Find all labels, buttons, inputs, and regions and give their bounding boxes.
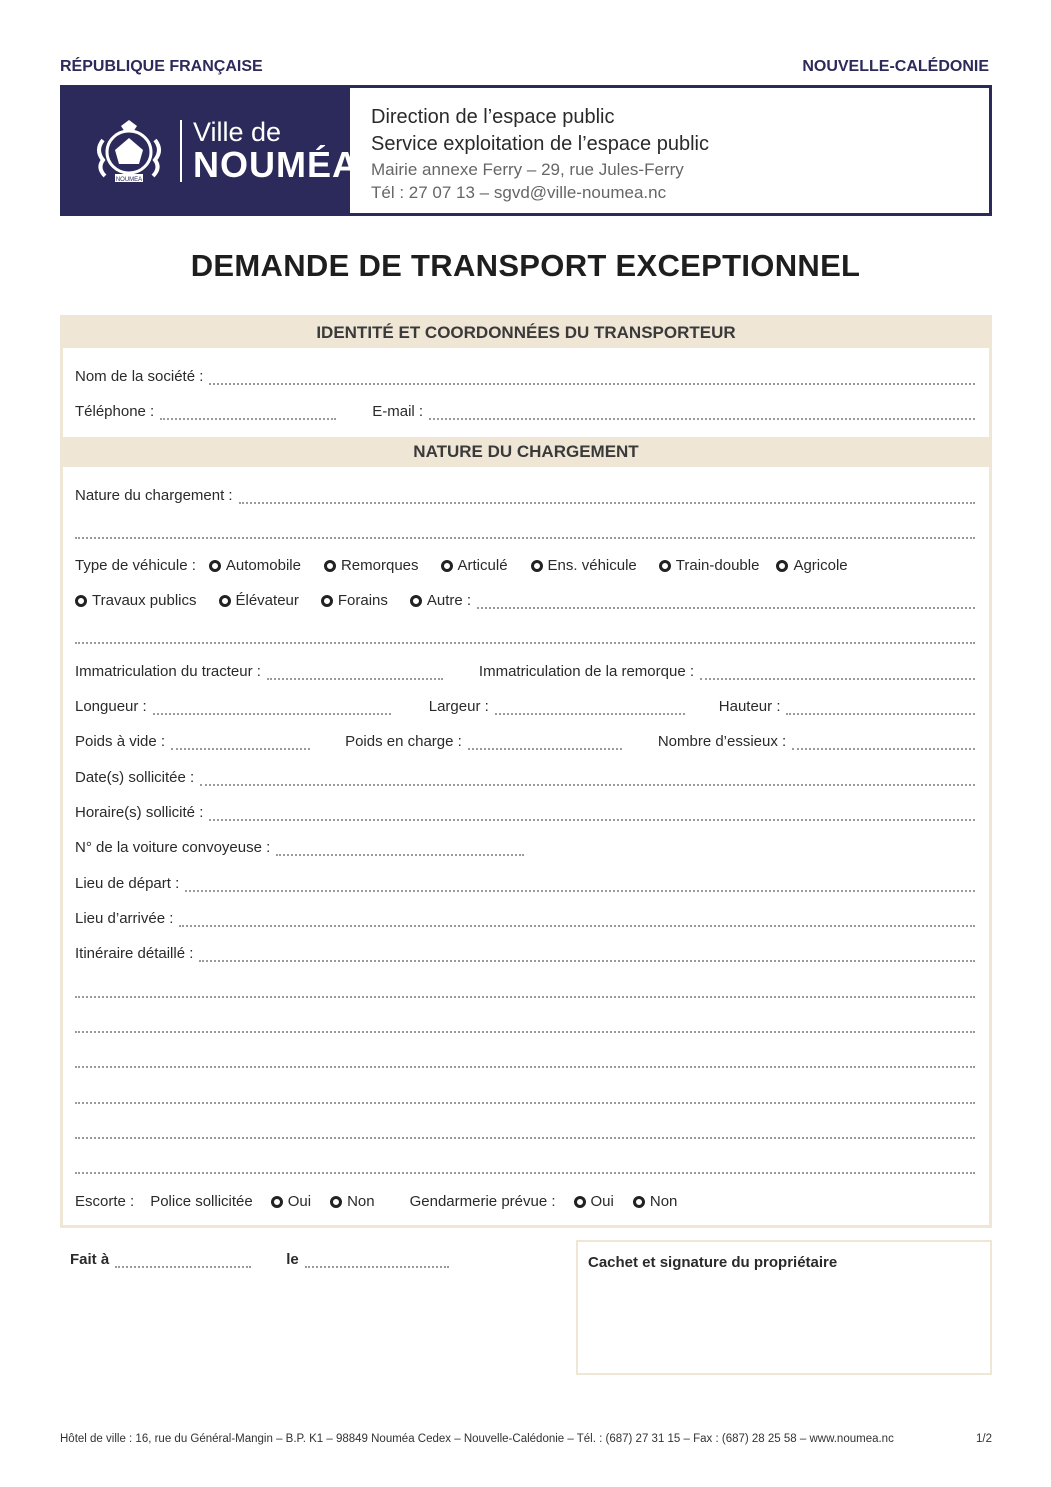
page-number: 1/2 (976, 1433, 992, 1445)
tractor-reg-label: Immatriculation du tracteur : (75, 663, 261, 680)
departure-field[interactable] (185, 878, 975, 892)
radio-icon (659, 560, 671, 572)
autre-field-2[interactable] (75, 630, 975, 644)
escort-car-label: N° de la voiture convoyeuse : (75, 839, 271, 856)
itinerary-field-4[interactable] (75, 1054, 975, 1068)
itinerary-line (75, 1082, 975, 1104)
done-at-row (70, 1246, 470, 1268)
dimensions-row (75, 693, 975, 715)
gendarmerie-oui-option[interactable] (574, 1193, 614, 1210)
address-line: Mairie annexe Ferry – 29, rue Jules-Ferry (371, 160, 684, 179)
radio-icon (776, 560, 788, 572)
date-label: le (286, 1251, 299, 1268)
nature-row (75, 482, 975, 504)
radio-icon (209, 560, 221, 572)
registration-row (75, 658, 975, 680)
option-label: Forains (337, 592, 388, 609)
dates-row (75, 764, 975, 786)
itinerary-line (75, 1046, 975, 1068)
logo-divider (180, 120, 182, 182)
option-travaux-publics[interactable] (75, 592, 197, 609)
gendarmerie-label: Gendarmerie prévue : (409, 1193, 556, 1210)
vehicle-type-label: Type de véhicule : (75, 557, 196, 574)
itinerary-field-3[interactable] (75, 1019, 975, 1033)
radio-icon (574, 1196, 586, 1208)
email-label: E-mail : (372, 403, 424, 420)
width-label: Largeur : (428, 698, 489, 715)
police-oui-option[interactable] (271, 1193, 311, 1210)
escort-row (75, 1188, 975, 1210)
done-at-field[interactable] (115, 1254, 251, 1268)
radio-icon (324, 560, 336, 572)
gendarmerie-non-option[interactable] (633, 1193, 678, 1210)
company-row (75, 363, 975, 385)
signature-label: Cachet et signature du propriétaire (588, 1254, 838, 1271)
header-box (60, 85, 992, 216)
done-at-label: Fait à (70, 1251, 110, 1268)
contact-line: Tél : 27 07 13 – sgvd@ville-noumea.nc (371, 183, 667, 202)
radio-icon (75, 595, 87, 607)
email-field[interactable] (429, 406, 975, 420)
itinerary-line (75, 1152, 975, 1174)
itinerary-line (75, 976, 975, 998)
empty-weight-label: Poids à vide : (75, 733, 166, 750)
departure-row (75, 870, 975, 892)
nature-field-2[interactable] (75, 525, 975, 539)
noumea-seal-icon (89, 118, 169, 184)
option-label: Train-double (675, 557, 760, 574)
length-label: Longueur : (75, 698, 147, 715)
header-info (371, 104, 709, 204)
option-label: Ens. véhicule (547, 557, 637, 574)
option-label: Travaux publics (92, 592, 197, 609)
vehicle-type-row-2 (75, 587, 975, 609)
times-field[interactable] (209, 807, 975, 821)
radio-icon (321, 595, 333, 607)
trailer-reg-field[interactable] (700, 666, 975, 680)
nature-label: Nature du chargement : (75, 487, 233, 504)
arrival-label: Lieu d’arrivée : (75, 910, 174, 927)
logo-panel (63, 88, 359, 213)
logo-noumea: NOUMÉA (193, 144, 359, 185)
form-box (60, 315, 992, 1228)
option-autre[interactable] (410, 592, 471, 609)
option-label: Non (649, 1193, 678, 1210)
nouvelle-caledonie-label: NOUVELLE-CALÉDONIE (802, 58, 989, 75)
length-field[interactable] (153, 701, 391, 715)
service-line: Service exploitation de l’espace public (371, 133, 709, 155)
empty-weight-field[interactable] (171, 736, 310, 750)
itinerary-line (75, 1011, 975, 1033)
phone-label: Téléphone : (75, 403, 155, 420)
weights-row (75, 728, 975, 750)
radio-icon (410, 595, 422, 607)
signature-box[interactable] (576, 1240, 992, 1375)
nature-field[interactable] (239, 490, 975, 504)
option-label: Autre : (426, 592, 472, 609)
radio-icon (441, 560, 453, 572)
direction-line: Direction de l’espace public (371, 106, 615, 128)
seal-text: NOUMEA (115, 177, 143, 183)
police-label: Police sollicitée (150, 1193, 253, 1210)
footer-text: Hôtel de ville : 16, rue du Général-Mangin – B.P. K1 – 98849 Nouméa Cedex – Nouvelle-Calédonie – Tél. : (687) 27 31 15 – Fax : (687) 28 25 58 – www.noumea.nc (60, 1433, 894, 1445)
logo-ville-de: Ville de (193, 117, 282, 147)
escort-label: Escorte : (75, 1193, 135, 1210)
tractor-reg-field[interactable] (267, 666, 443, 680)
nature-row-2 (75, 517, 975, 539)
police-non-option[interactable] (330, 1193, 375, 1210)
option-automobile[interactable] (209, 557, 301, 574)
axles-field[interactable] (792, 736, 975, 750)
phone-field[interactable] (160, 406, 336, 420)
itinerary-field-7[interactable] (75, 1160, 975, 1174)
option-label: Articulé (457, 557, 508, 574)
itinerary-line (75, 1117, 975, 1139)
option-label: Agricole (793, 557, 848, 574)
option-label: Remorques (340, 557, 419, 574)
option-articule[interactable] (441, 557, 508, 574)
radio-icon (633, 1196, 645, 1208)
section-identite-heading: IDENTITÉ ET COORDONNÉES DU TRANSPORTEUR (63, 318, 989, 348)
arrival-field[interactable] (179, 913, 975, 927)
option-remorques[interactable] (324, 557, 419, 574)
escort-car-row (75, 834, 975, 856)
loaded-weight-field[interactable] (468, 736, 622, 750)
option-label: Oui (590, 1193, 614, 1210)
radio-icon (531, 560, 543, 572)
page-title: DEMANDE DE TRANSPORT EXCEPTIONNEL (190, 248, 861, 283)
itinerary-field-2[interactable] (75, 984, 975, 998)
option-agricole[interactable] (776, 557, 847, 574)
itinerary-field[interactable] (199, 948, 975, 962)
option-forains[interactable] (321, 592, 388, 609)
option-label: Oui (287, 1193, 312, 1210)
autre-row-2 (75, 622, 975, 644)
date-field[interactable] (305, 1254, 449, 1268)
option-elevateur[interactable] (219, 592, 299, 609)
dates-field[interactable] (200, 772, 975, 786)
itinerary-label: Itinéraire détaillé : (75, 945, 194, 962)
escort-car-field[interactable] (276, 842, 524, 856)
loaded-weight-label: Poids en charge : (345, 733, 462, 750)
company-field[interactable] (209, 371, 975, 385)
times-row (75, 799, 975, 821)
option-label: Automobile (225, 557, 301, 574)
axles-label: Nombre d’essieux : (657, 733, 787, 750)
republique-label: RÉPUBLIQUE FRANÇAISE (60, 58, 263, 75)
option-label: Non (347, 1193, 375, 1210)
section-chargement-heading: NATURE DU CHARGEMENT (63, 437, 989, 467)
autre-field[interactable] (477, 595, 975, 609)
itinerary-row (75, 940, 975, 962)
trailer-reg-label: Immatriculation de la remorque : (478, 663, 694, 680)
radio-icon (330, 1196, 342, 1208)
radio-icon (219, 595, 231, 607)
itinerary-field-5[interactable] (75, 1090, 975, 1104)
option-ens-vehicule[interactable] (531, 557, 637, 574)
vehicle-type-row (75, 552, 975, 574)
height-label: Hauteur : (718, 698, 781, 715)
company-label: Nom de la société : (75, 368, 204, 385)
itinerary-field-6[interactable] (75, 1125, 975, 1139)
phone-email-row (75, 398, 975, 420)
option-train-double[interactable] (659, 557, 760, 574)
times-label: Horaire(s) sollicité : (75, 804, 204, 821)
option-label: Élévateur (235, 592, 299, 609)
width-field[interactable] (495, 701, 685, 715)
arrival-row (75, 905, 975, 927)
height-field[interactable] (786, 701, 975, 715)
radio-icon (271, 1196, 283, 1208)
departure-label: Lieu de départ : (75, 875, 180, 892)
dates-label: Date(s) sollicitée : (75, 769, 195, 786)
